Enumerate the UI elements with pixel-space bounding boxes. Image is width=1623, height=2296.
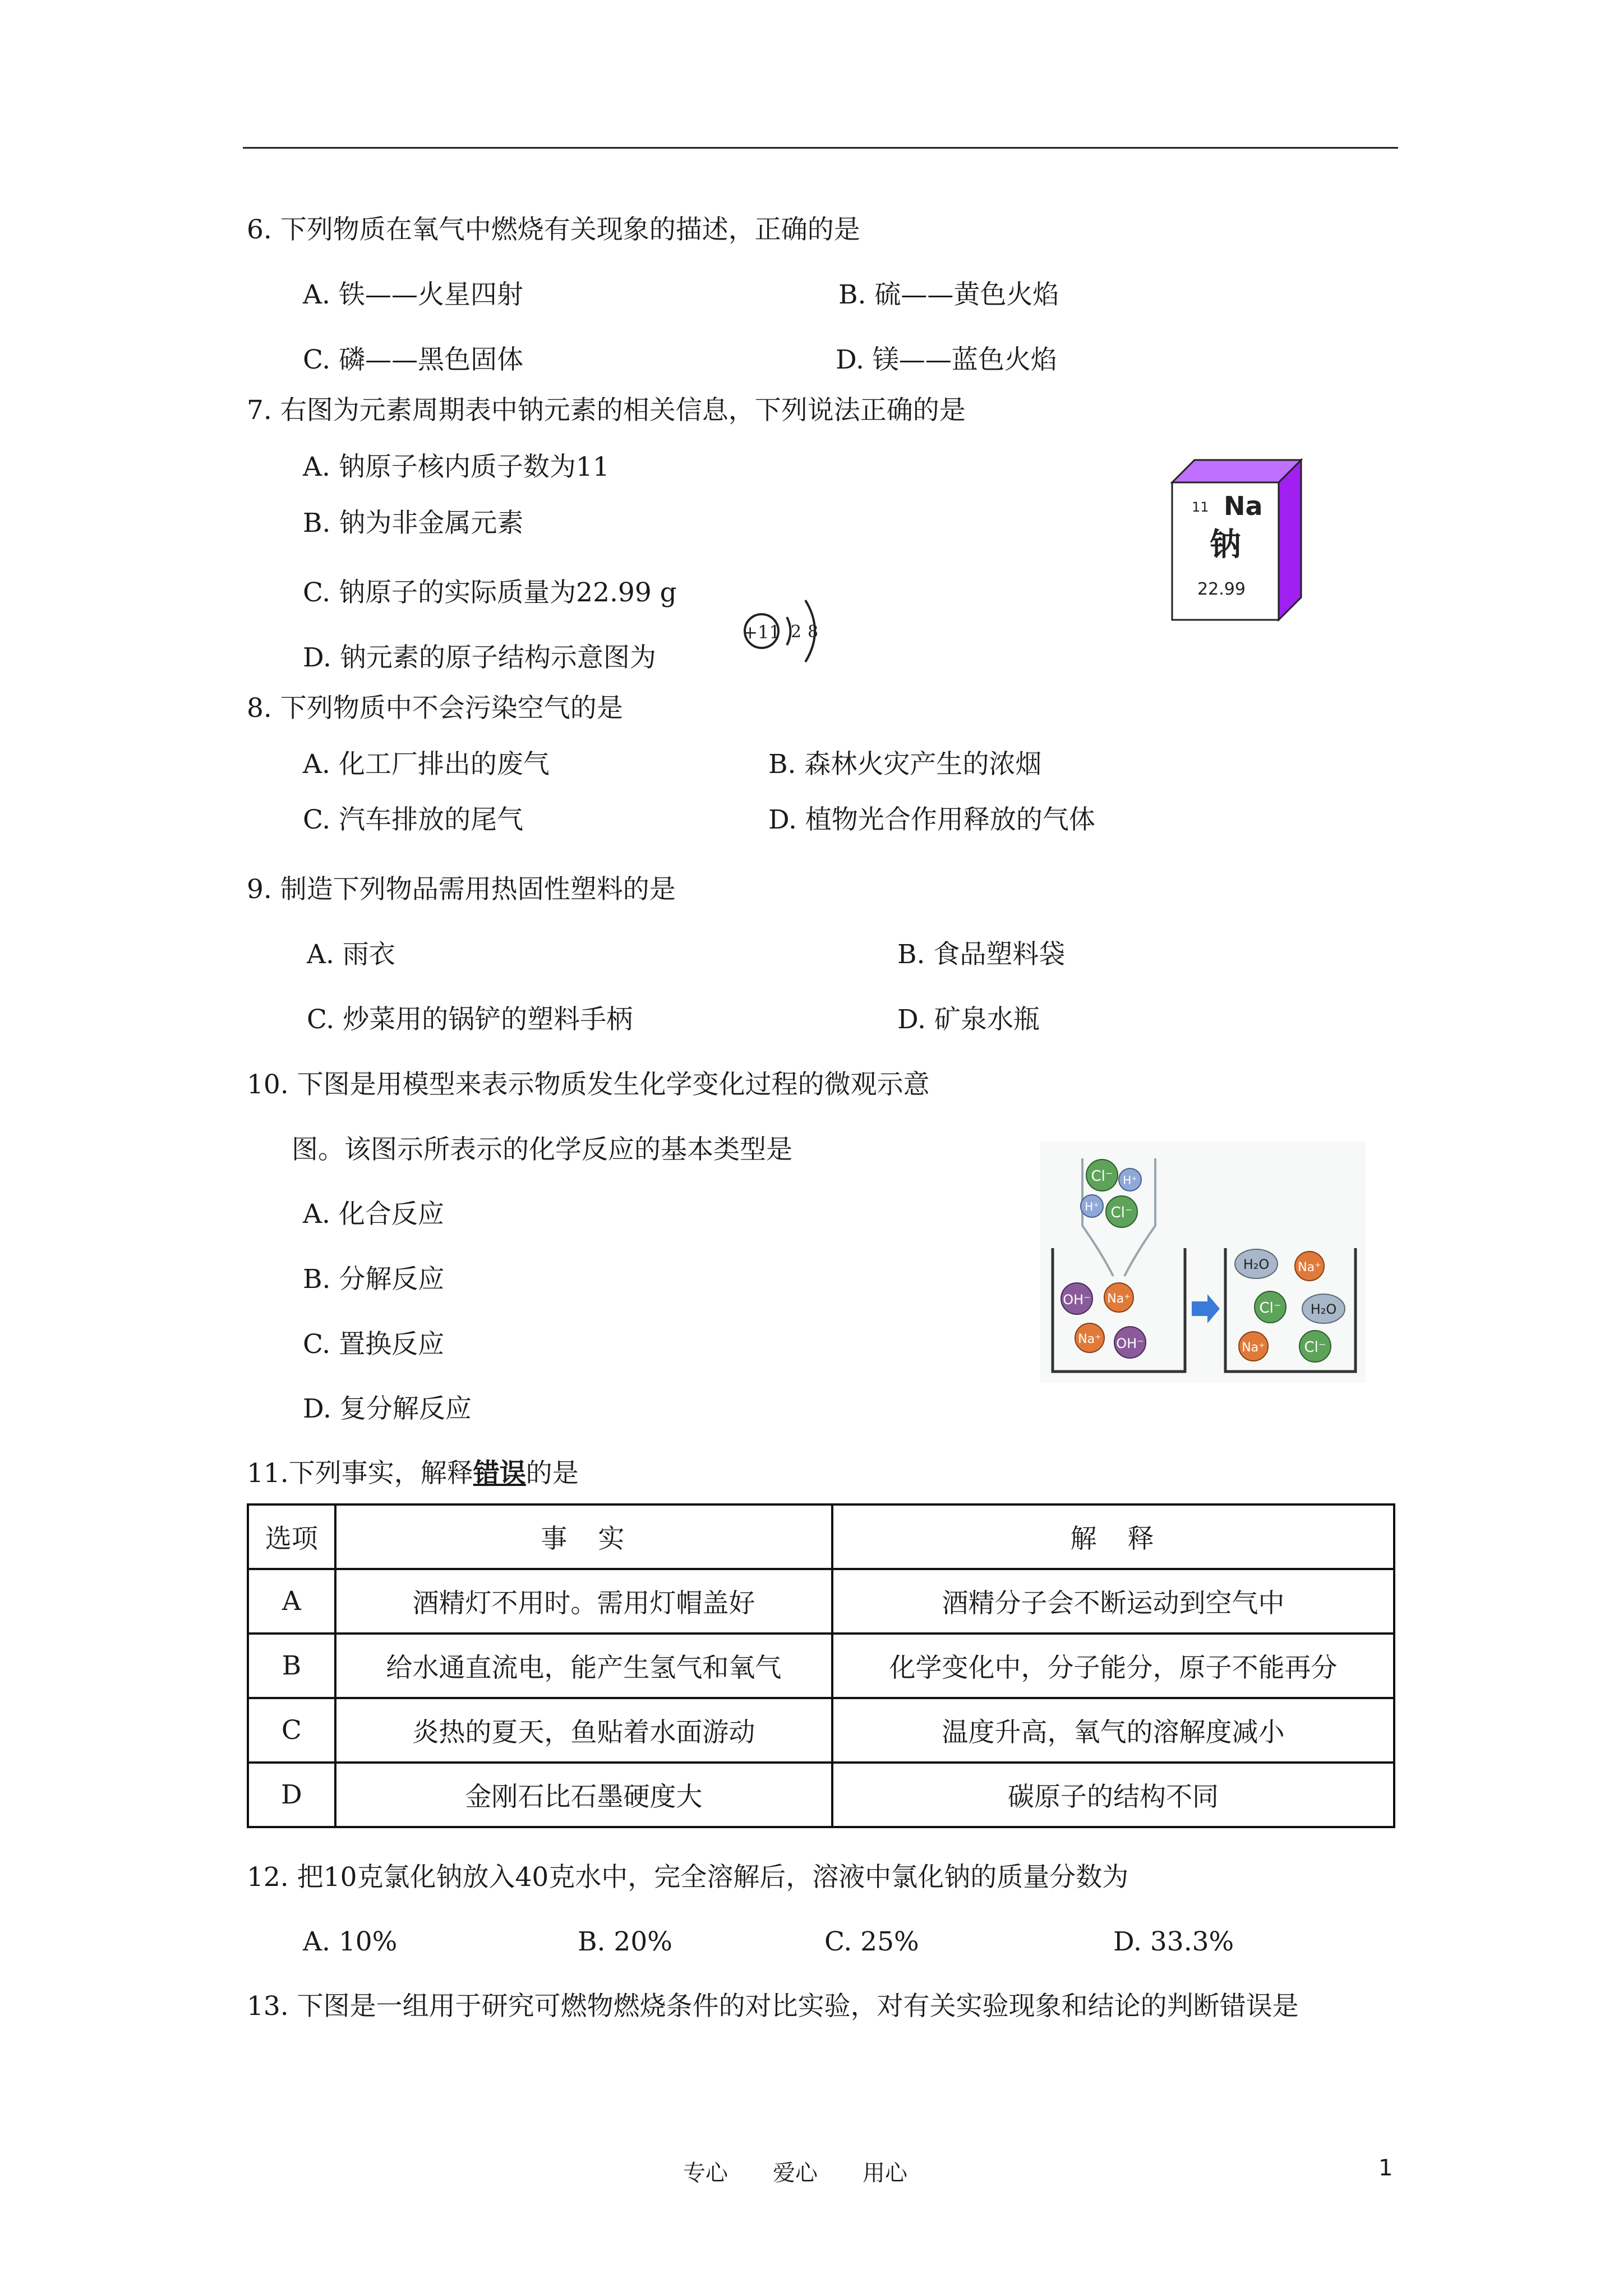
q12-option-c: C. 25% <box>824 1926 919 1957</box>
svg-text:Na⁺: Na⁺ <box>1298 1260 1321 1274</box>
table-cell-explanation: 化学变化中，分子能分，原子不能再分 <box>832 1634 1394 1698</box>
ion-h-funnel-2 <box>1081 1195 1103 1217</box>
q10-option-c: C. 置换反应 <box>303 1329 445 1360</box>
table-cell-option: D <box>248 1763 335 1827</box>
table-row <box>248 1698 1394 1763</box>
svg-text:Cl⁻: Cl⁻ <box>1304 1339 1326 1356</box>
q6-stem: 6. 下列物质在氧气中燃烧有关现象的描述，正确的是 <box>247 214 860 245</box>
svg-text:H₂O: H₂O <box>1243 1257 1270 1272</box>
svg-text:OH⁻: OH⁻ <box>1116 1336 1144 1351</box>
q10-option-b: B. 分解反应 <box>303 1264 445 1295</box>
tile-atomic-mass: 22.99 <box>1197 579 1246 599</box>
table-cell-option: B <box>248 1634 335 1698</box>
q6-option-b: B. 硫——黄色火焰 <box>838 279 1059 310</box>
periodic-table-tile-sodium <box>1166 454 1315 628</box>
atom-shell-1 <box>787 617 791 645</box>
q7-option-d: D. 钠元素的原子结构示意图为 <box>303 642 656 673</box>
q11-stem <box>247 1457 579 1490</box>
q12-option-b: B. 20% <box>578 1926 672 1957</box>
sodium-atom-structure-diagram <box>739 595 829 668</box>
svg-text:Na⁺: Na⁺ <box>1242 1341 1265 1355</box>
table-header-explanation: 解 释 <box>832 1504 1394 1569</box>
q9-stem: 9. 制造下列物品需用热固性塑料的是 <box>247 874 676 905</box>
q8-option-a: A. 化工厂排出的废气 <box>303 749 550 780</box>
q9-option-b: B. 食品塑料袋 <box>897 939 1066 970</box>
ion-na-left-1 <box>1104 1283 1133 1312</box>
ion-h-funnel-1 <box>1119 1168 1141 1191</box>
q11-stem-emphasis: 错误 <box>473 1458 526 1489</box>
q6-option-c: C. 磷——黑色固体 <box>303 344 524 375</box>
q6-option-a: A. 铁——火星四射 <box>303 279 523 310</box>
molecule-water-right-2 <box>1302 1294 1345 1323</box>
molecule-water-right-1 <box>1235 1249 1278 1278</box>
svg-text:H⁺: H⁺ <box>1085 1200 1099 1213</box>
footer-motto: 专心 爱心 用心 <box>683 2160 907 2186</box>
q10-stem-line2: 图。该图示所表示的化学反应的基本类型是 <box>292 1134 792 1165</box>
page-number: 1 <box>1378 2155 1393 2181</box>
tile-top-face <box>1172 460 1301 482</box>
svg-text:H⁺: H⁺ <box>1123 1174 1137 1187</box>
atom-shell-2-count: 8 <box>808 622 819 642</box>
q8-option-c: C. 汽车排放的尾气 <box>303 804 524 835</box>
q7-stem: 7. 右图为元素周期表中钠元素的相关信息，下列说法正确的是 <box>247 395 966 426</box>
q10-option-a: A. 化合反应 <box>303 1199 444 1230</box>
table-cell-explanation: 酒精分子会不断运动到空气中 <box>832 1569 1394 1634</box>
ion-cl-funnel-1 <box>1086 1159 1118 1191</box>
ion-cl-right-1 <box>1255 1291 1286 1323</box>
q10-stem-line1: 10. 下图是用模型来表示物质发生化学变化过程的微观示意 <box>247 1069 930 1100</box>
q8-stem: 8. 下列物质中不会污染空气的是 <box>247 693 623 724</box>
svg-text:OH⁻: OH⁻ <box>1063 1292 1091 1308</box>
ion-na-right-1 <box>1295 1251 1324 1281</box>
tile-element-name: 钠 <box>1210 527 1241 563</box>
q13-stem: 13. 下图是一组用于研究可燃物燃烧条件的对比实验，对有关实验现象和结论的判断错误是 <box>247 1991 1299 2022</box>
neutralization-reaction-diagram <box>1040 1142 1366 1383</box>
q10-option-d: D. 复分解反应 <box>303 1393 472 1424</box>
ion-cl-funnel-2 <box>1106 1196 1137 1227</box>
q9-option-a: A. 雨衣 <box>307 939 395 970</box>
atom-shell-1-count: 2 <box>791 622 802 642</box>
table-cell-explanation: 碳原子的结构不同 <box>832 1763 1394 1827</box>
q7-option-b: B. 钠为非金属元素 <box>303 508 524 539</box>
table-header-fact: 事 实 <box>335 1504 832 1569</box>
tile-symbol: Na <box>1224 491 1263 521</box>
svg-text:H₂O: H₂O <box>1310 1301 1337 1317</box>
q12-option-d: D. 33.3% <box>1113 1926 1234 1957</box>
atom-nucleus-charge: +11 <box>743 622 781 643</box>
ion-oh-left-1 <box>1061 1283 1092 1314</box>
q8-option-d: D. 植物光合作用释放的气体 <box>768 804 1095 835</box>
table-header-row <box>248 1504 1394 1569</box>
table-row <box>248 1634 1394 1698</box>
q11-stem-prefix: 11.下列事实，解释 <box>247 1458 473 1489</box>
table-cell-explanation: 温度升高，氧气的溶解度减小 <box>832 1698 1394 1763</box>
table-row <box>248 1763 1394 1827</box>
q7-option-c: C. 钠原子的实际质量为22.99 g <box>303 577 677 608</box>
q9-option-d: D. 矿泉水瓶 <box>897 1004 1040 1035</box>
svg-text:Cl⁻: Cl⁻ <box>1110 1204 1133 1221</box>
header-rule <box>243 147 1398 149</box>
q11-facts-table <box>247 1503 1395 1828</box>
ion-na-right-2 <box>1239 1332 1268 1361</box>
table-cell-fact: 炎热的夏天，鱼贴着水面游动 <box>335 1698 832 1763</box>
table-cell-fact: 给水通直流电，能产生氢气和氧气 <box>335 1634 832 1698</box>
q12-option-a: A. 10% <box>303 1926 398 1957</box>
tile-atomic-number: 11 <box>1192 499 1209 515</box>
svg-text:Na⁺: Na⁺ <box>1107 1292 1131 1306</box>
table-cell-fact: 酒精灯不用时。需用灯帽盖好 <box>335 1569 832 1634</box>
ion-cl-right-2 <box>1299 1331 1331 1362</box>
q7-option-a: A. 钠原子核内质子数为11 <box>303 452 610 482</box>
svg-text:Na⁺: Na⁺ <box>1078 1332 1101 1346</box>
table-cell-fact: 金刚石比石墨硬度大 <box>335 1763 832 1827</box>
ion-oh-left-2 <box>1114 1327 1146 1358</box>
q9-option-c: C. 炒菜用的锅铲的塑料手柄 <box>307 1004 633 1035</box>
svg-text:Cl⁻: Cl⁻ <box>1091 1168 1113 1185</box>
q6-option-d: D. 镁——蓝色火焰 <box>836 344 1057 375</box>
table-row <box>248 1569 1394 1634</box>
q11-stem-suffix: 的是 <box>525 1458 579 1489</box>
ion-na-left-2 <box>1075 1323 1104 1352</box>
table-header-option: 选项 <box>248 1504 335 1569</box>
q8-option-b: B. 森林火灾产生的浓烟 <box>768 749 1042 780</box>
svg-text:Cl⁻: Cl⁻ <box>1259 1300 1281 1317</box>
table-cell-option: C <box>248 1698 335 1763</box>
table-cell-option: A <box>248 1569 335 1634</box>
tile-side-face <box>1279 460 1301 620</box>
q12-stem: 12. 把10克氯化钠放入40克水中，完全溶解后，溶液中氯化钠的质量分数为 <box>247 1862 1129 1893</box>
